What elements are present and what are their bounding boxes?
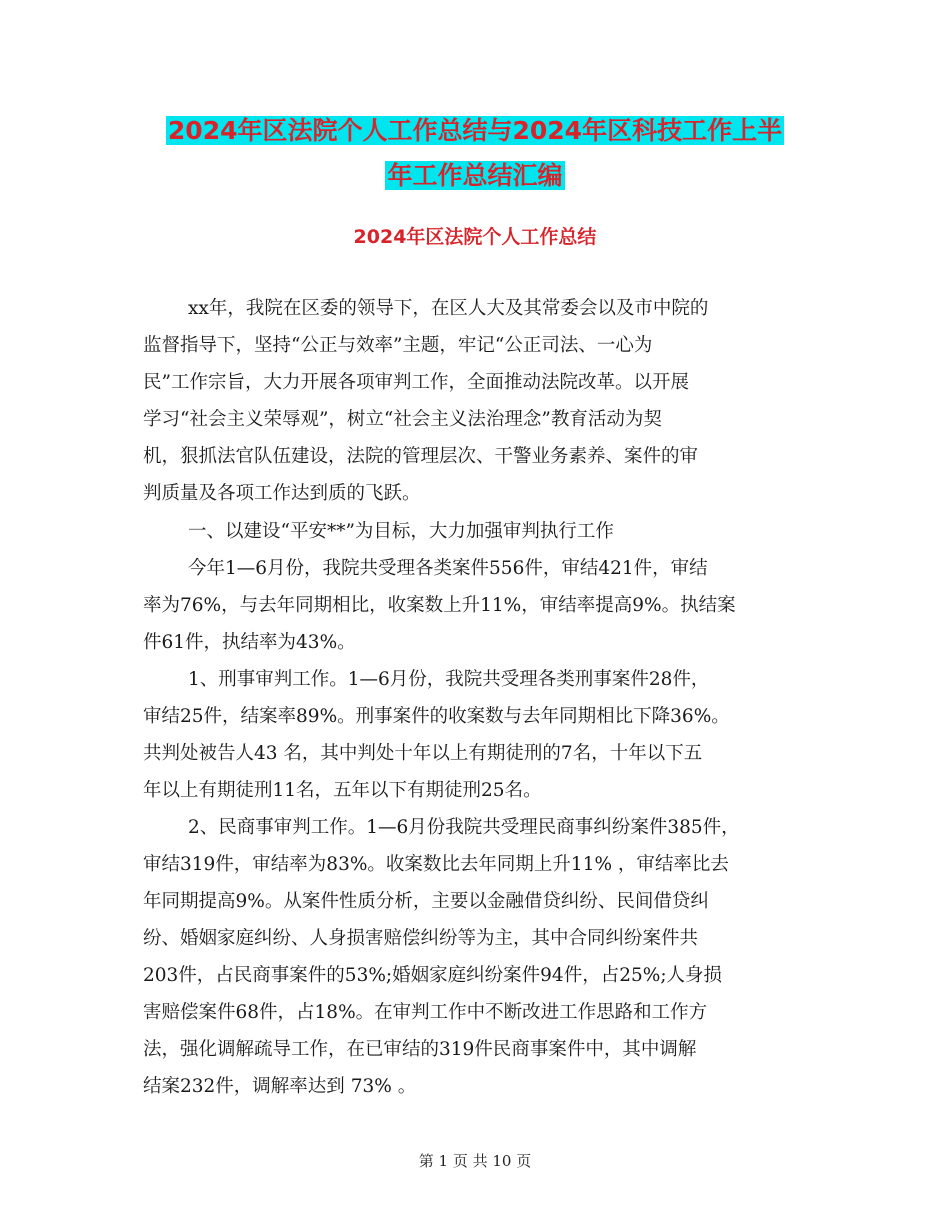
body-line: 1、刑事审判工作。1—6月份，我院共受理各类刑事案件28件， <box>188 669 710 690</box>
body-line: 2、民商事审判工作。1—6月份我院共受理民商事纠纷案件385件， <box>188 817 740 838</box>
document-title-line-2 <box>0 157 950 195</box>
body-line: 率为76%，与去年同期相比，收案数上升11%，审结率提高9%。执结案 <box>143 595 736 616</box>
title-highlight-1: 2024年区法院个人工作总结与2024年区科技工作上半 <box>167 116 783 145</box>
body-line: 今年1—6月份，我院共受理各类案件556件，审结421件，审结 <box>188 558 708 579</box>
title-highlight-2: 年工作总结汇编 <box>387 161 563 190</box>
body-line: 学习“社会主义荣辱观”，树立“社会主义法治理念”教育活动为契 <box>143 409 662 430</box>
body-line: 审结25件，结案率89%。刑事案件的收案数与去年同期相比下降36%。 <box>143 706 730 727</box>
body-line: 监督指导下，坚持“公正与效率”主题，牢记“公正司法、一心为 <box>143 335 653 356</box>
body-line: 共判处被告人43 名，其中判处十年以上有期徒刑的7名，十年以下五 <box>143 743 703 764</box>
page-footer: 第 1 页 共 10 页 <box>418 1152 532 1170</box>
body-line: 判质量及各项工作达到质的飞跃。 <box>143 483 421 504</box>
section-heading: 一、以建设“平安**”为目标，大力加强审判执行工作 <box>188 521 614 542</box>
body-line: 法，强化调解疏导工作，在已审结的319件民商事案件中，其中调解 <box>143 1039 697 1060</box>
body-line: 纷、婚姻家庭纠纷、人身损害赔偿纠纷等为主，其中合同纠纷案件共 <box>143 928 699 949</box>
body-line: 件61件，执结率为43%。 <box>143 632 356 653</box>
body-line: 年同期提高9%。从案件性质分析，主要以金融借贷纠纷、民间借贷纠 <box>143 891 709 912</box>
body-line: 审结319件，审结率为83%。收案数比去年同期上升11% ，审结率比去 <box>143 854 729 875</box>
body-line: 机，狠抓法官队伍建设，法院的管理层次、干警业务素养、案件的审 <box>143 446 699 467</box>
body-line: 结案232件，调解率达到 73% 。 <box>143 1076 417 1097</box>
body-line: 害赔偿案件68件，占18%。在审判工作中不断改进工作思路和工作方 <box>143 1002 708 1023</box>
body-line: 民”工作宗旨，大力开展各项审判工作，全面推动法院改革。以开展 <box>143 372 689 393</box>
body-line: 年以上有期徒刑11名，五年以下有期徒刑25名。 <box>143 780 542 801</box>
document-title-line-1 <box>0 112 950 150</box>
body-line: 203件，占民商事案件的53%;婚姻家庭纠纷案件94件，占25%;人身损 <box>143 965 723 986</box>
section-title: 2024年区法院个人工作总结 <box>353 226 597 248</box>
body-line: xx年，我院在区委的领导下，在区人大及其常委会以及市中院的 <box>188 298 709 319</box>
